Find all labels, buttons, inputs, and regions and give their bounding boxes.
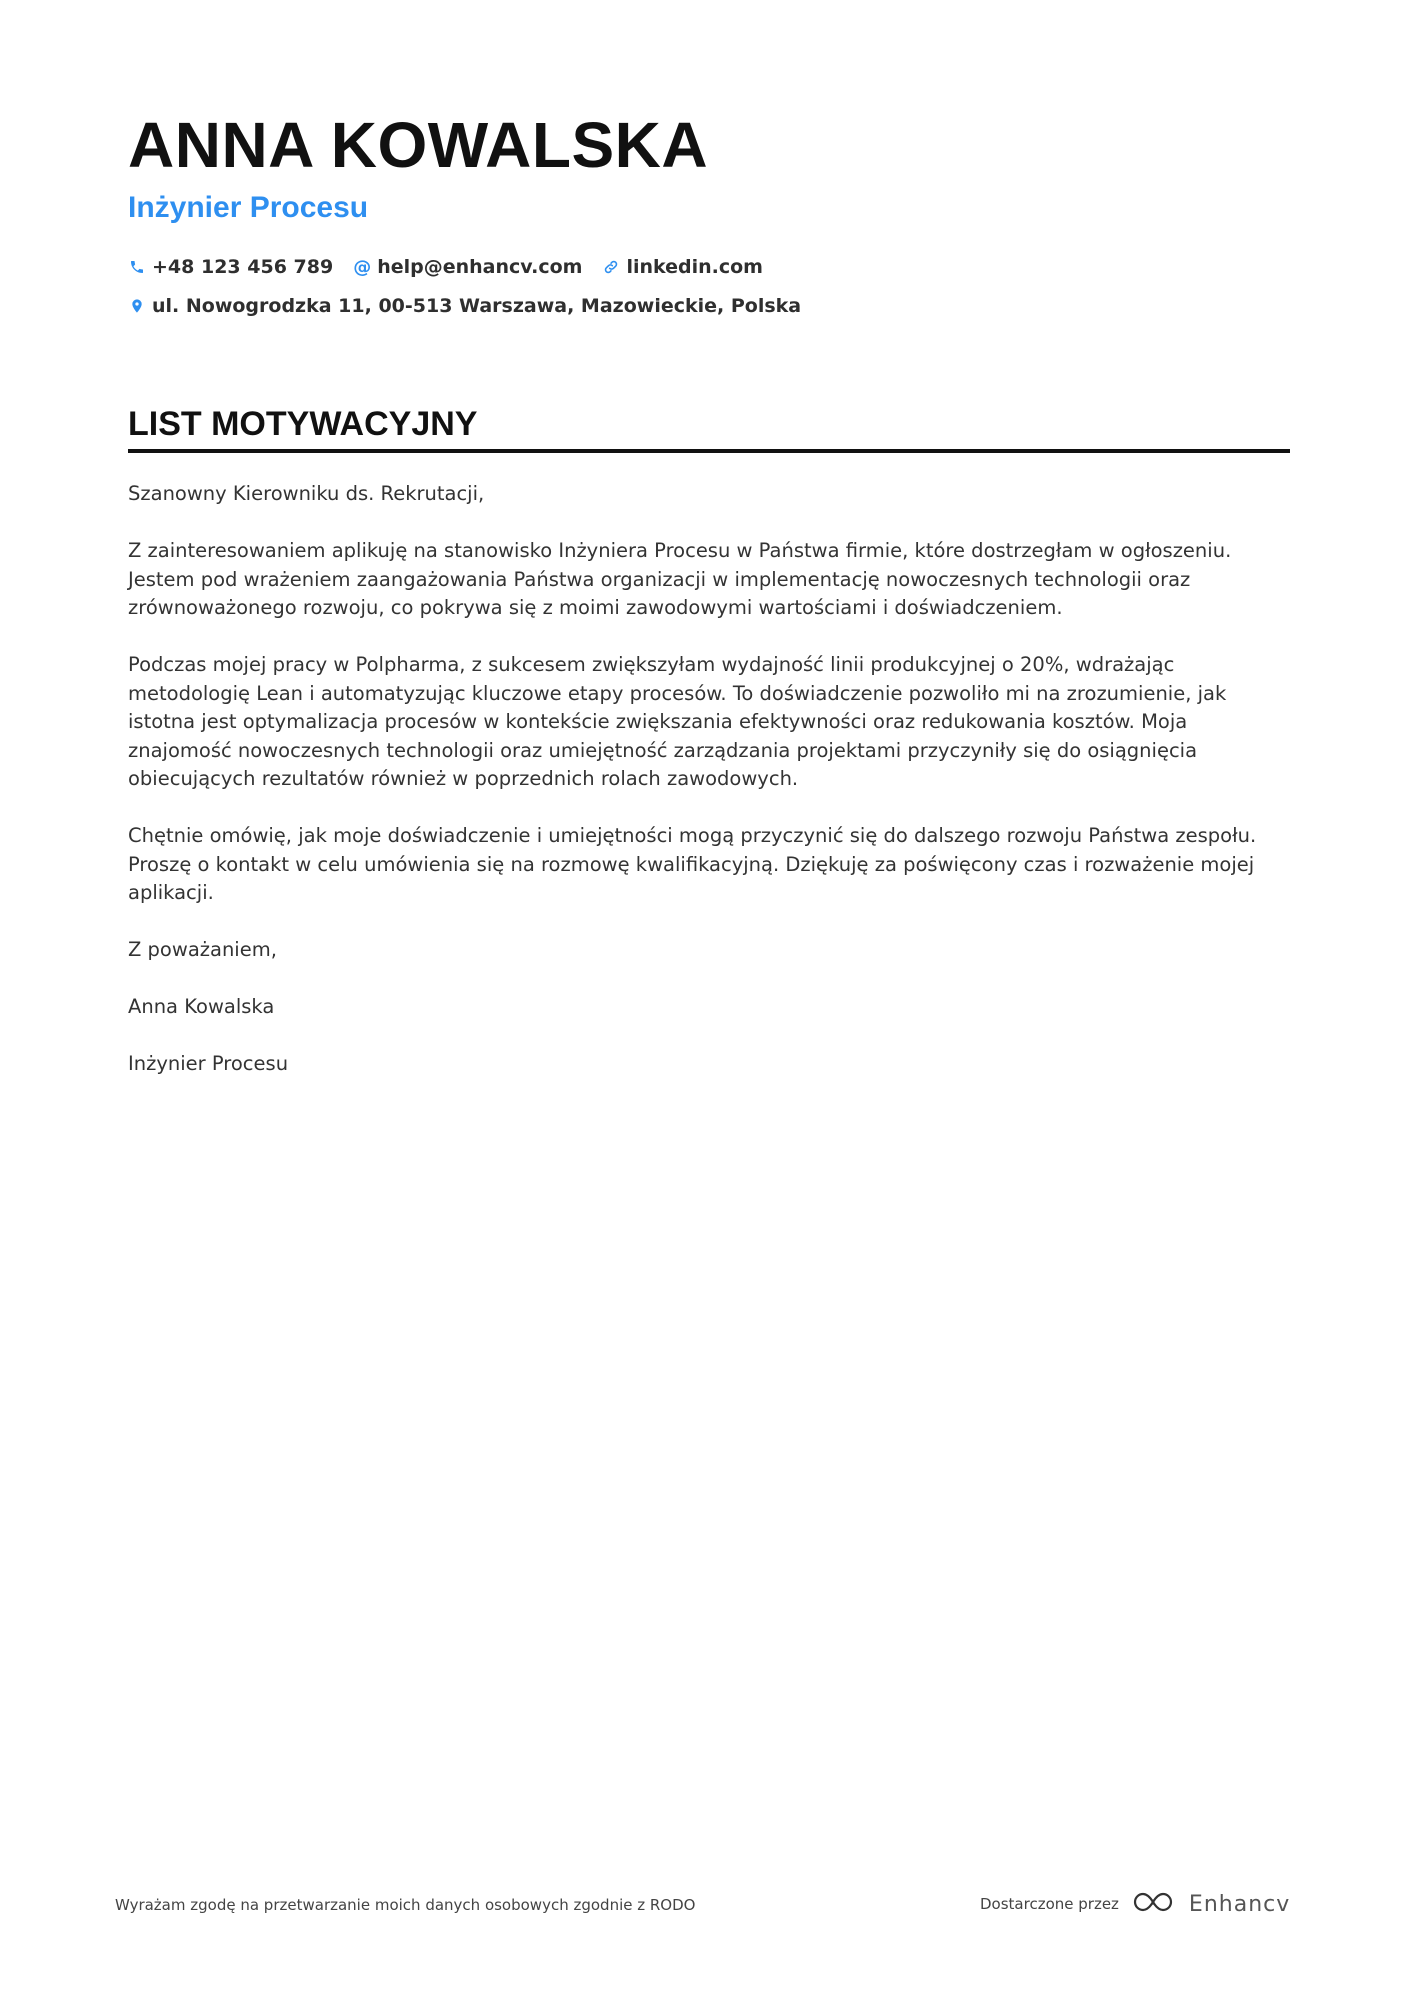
signature-role: Inżynier Procesu	[128, 1052, 289, 1075]
letter-paragraph: Z zainteresowaniem aplikuję na stanowisko Inżyniera Procesu w Państwa firmie, które dostrzegłam w ogłoszeniu. Jestem pod wrażeniem zaangażowania Państwa organizacji w implementację nowoczesnych technologii oraz zrównoważonego rozwoju, co pokrywa się z moimi zawodowymi wartościami i doświadczeniem.	[128, 539, 1232, 619]
letter-paragraph: Podczas mojej pracy w Polpharma, z sukcesem zwiększyłam wydajność linii produkcyjnej o 20%, wdrażając metodologię Lean i automatyzując kluczowe etapy procesów. To doświadczenie pozwoliło mi na zrozumienie, jak istotna jest optymalizacja procesów w kontekście zwiększania efektywności oraz redukowania kosztów. Moja znajomość nowoczesnych technologii oraz umiejętność zarządzania projektami przyczyniły się do osiągnięcia obiecujących rezultatów również w poprzednich rolach zawodowych.	[128, 653, 1227, 790]
brand-name[interactable]: Enhancv	[1188, 1891, 1291, 1917]
gdpr-consent-text: Wyrażam zgodę na przetwarzanie moich danych osobowych zgodnie z RODO	[115, 1896, 696, 1914]
letter-greeting: Szanowny Kierowniku ds. Rekrutacji,	[128, 482, 485, 505]
section-title: LIST MOTYWACYJNY	[128, 405, 478, 443]
powered-by[interactable]	[980, 1889, 1290, 1919]
link-icon	[602, 258, 620, 276]
phone-text: +48 123 456 789	[152, 256, 334, 278]
letter-body	[128, 480, 1290, 1107]
location-pin-icon	[128, 297, 146, 315]
phone-icon	[128, 258, 146, 276]
contact-address	[128, 295, 801, 317]
contact-row-address	[128, 295, 821, 317]
contact-email[interactable]	[353, 256, 582, 278]
candidate-name: ANNA KOWALSKA	[128, 109, 709, 181]
letter-closing: Z poważaniem,	[128, 938, 277, 961]
candidate-role: Inżynier Procesu	[128, 191, 369, 224]
section-divider	[128, 449, 1290, 453]
link-text[interactable]: linkedin.com	[626, 256, 763, 278]
signature-name: Anna Kowalska	[128, 995, 275, 1018]
at-icon: @	[353, 256, 372, 278]
contact-phone	[128, 256, 333, 278]
address-text: ul. Nowogrodzka 11, 00-513 Warszawa, Mazowieckie, Polska	[152, 295, 802, 317]
email-text[interactable]: help@enhancv.com	[377, 256, 583, 278]
enhancv-logo-icon	[1131, 1889, 1189, 1919]
letter-paragraph: Chętnie omówię, jak moje doświadczenie i umiejętności mogą przyczynić się do dalszego rozwoju Państwa zespołu. Proszę o kontakt w celu umówienia się na rozmowę kwalifikacyjną. Dziękuję za poświęcony czas i rozważenie mojej aplikacji.	[128, 824, 1257, 904]
powered-by-label: Dostarczone przez	[980, 1895, 1119, 1913]
contact-row-primary	[128, 256, 783, 278]
contact-link[interactable]	[602, 256, 763, 278]
